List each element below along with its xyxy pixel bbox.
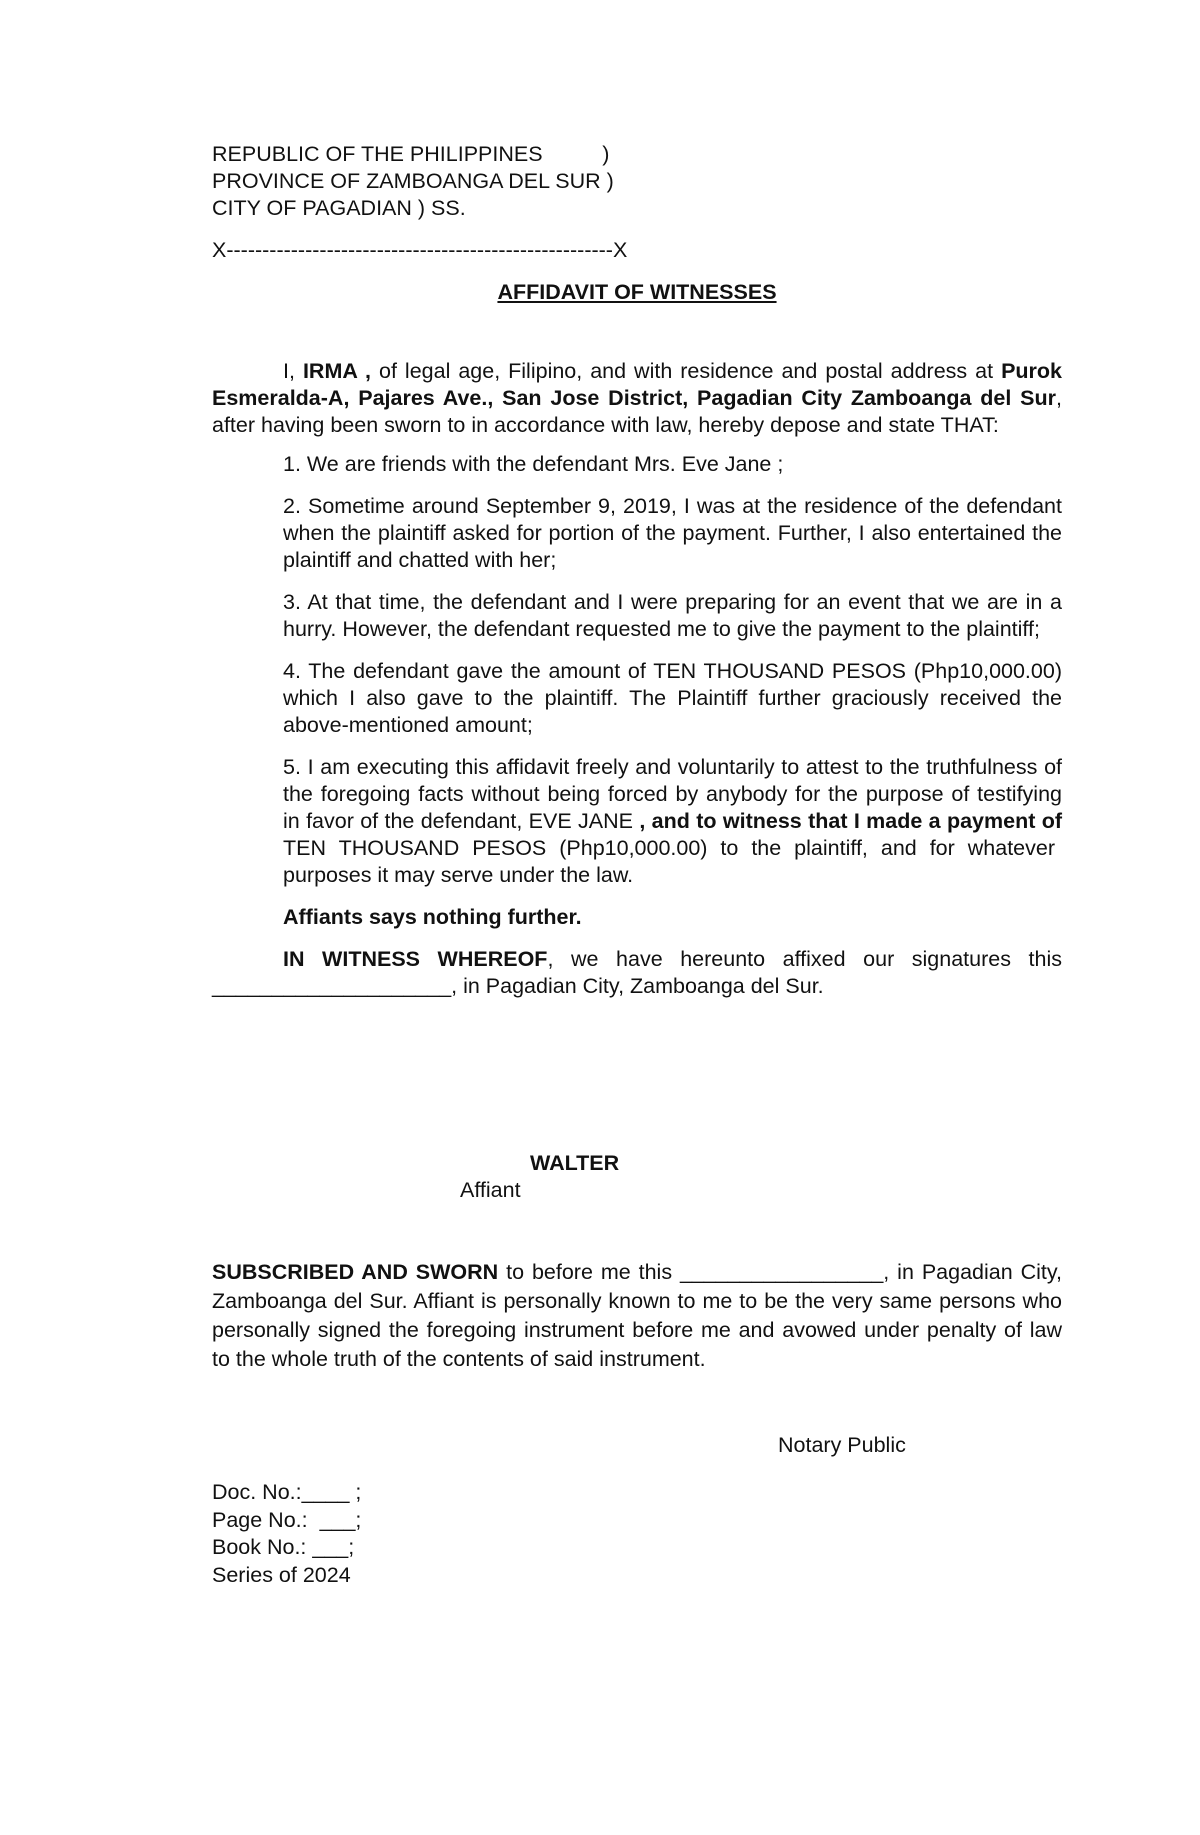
statement-item-1: 1. We are friends with the defendant Mrs. Eve Jane ; — [283, 452, 784, 476]
witness-whereof-heading: IN WITNESS WHEREOF — [283, 947, 548, 971]
affidavit-body — [212, 141, 1062, 1000]
statement-item-2: 2. Sometime around September 9, 2019, I was at the residence of the defendant when the plaintiff asked for portion of the payment. Further, I also entertained the plaintiff and chatted with her; — [283, 494, 1062, 572]
affiant-name: IRMA , — [302, 359, 372, 383]
signatory-role: Affiant — [460, 1178, 521, 1202]
witness-whereof-text: , we have hereunto affixed our signatures this ____________________, in Pagadian City, Zamboanga del Sur. — [212, 947, 1062, 998]
series-year: Series of 2024 — [212, 1562, 351, 1587]
intro-mid: of legal age, Filipino, and with residence and postal address at — [371, 359, 1002, 383]
notarial-register — [212, 1479, 361, 1589]
caption-city: CITY OF PAGADIAN ) SS. — [212, 196, 466, 220]
doc-number: Doc. No.:____ ; — [212, 1480, 362, 1504]
intro-suffix: , after having been sworn to in accordance with law, hereby depose and state THAT: — [212, 386, 1062, 437]
statement-item-4: 4. The defendant gave the amount of TEN THOUSAND PESOS (Php10,000.00) which I also gave to the plaintiff. The Plaintiff further graciously received the above-mentioned amount; — [283, 659, 1062, 737]
nothing-further: Affiants says nothing further. — [283, 905, 582, 929]
caption-republic: REPUBLIC OF THE PHILIPPINES ) — [212, 142, 610, 166]
intro-prefix: I, — [283, 359, 303, 383]
jurat-paragraph — [212, 1258, 1062, 1374]
document-title: AFFIDAVIT OF WITNESSES — [497, 280, 777, 304]
item5-text-b: TEN THOUSAND PESOS (Php10,000.00) to the plaintiff, and for whatever purposes it may serve under the law. — [283, 836, 1055, 887]
caption-separator: X------------------------------------------------------X — [212, 238, 628, 262]
caption-province: PROVINCE OF ZAMBOANGA DEL SUR ) — [212, 169, 614, 193]
item5-bold-text: , and to witness that I made a payment of — [639, 809, 1063, 833]
page-number: Page No.: ___; — [212, 1507, 362, 1532]
affiant-address: Purok Esmeralda-A, Pajares Ave., San Jose District, Pagadian City Zamboanga del Sur — [212, 359, 1062, 410]
statement-item-5 — [283, 754, 1062, 889]
statement-item-3: 3. At that time, the defendant and I were preparing for an event that we are in a hurry. However, the defendant requested me to give the payment to the plaintiff; — [283, 590, 1062, 641]
notary-public-label: Notary Public — [778, 1433, 906, 1457]
venue-caption — [212, 141, 1062, 222]
jurat-text: to before me this _________________, in Pagadian City, Zamboanga del Sur. Affiant is personally known to me to be the very same persons who personally signed the foregoing instrument before me and avowed under penalty of law to the whole truth of the contents of said instrument. — [212, 1260, 1062, 1371]
item5-text-a: 5. I am executing this affidavit freely and voluntarily to attest to the truthfulness of the foregoing facts without being forced by anybody for the purpose of testifying in favor of the defendant, EVE JANE — [283, 755, 1062, 833]
signatory-name: WALTER — [530, 1151, 620, 1175]
book-number: Book No.: ___; — [212, 1535, 355, 1559]
jurat-heading: SUBSCRIBED AND SWORN — [212, 1260, 499, 1284]
intro-paragraph — [212, 358, 1062, 439]
witness-whereof-paragraph — [212, 946, 1062, 1000]
